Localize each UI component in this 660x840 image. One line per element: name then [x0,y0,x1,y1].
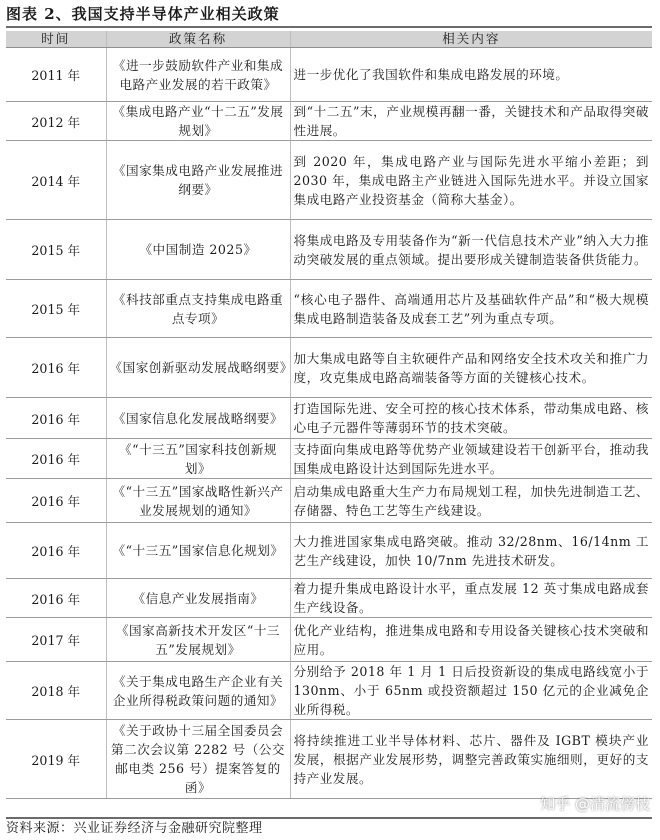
header-year: 时间 [6,31,106,48]
row-year: 2016 年 [6,439,106,479]
table-row [6,141,652,220]
row-policy-name: 《关于集成电路生产企业有关企业所得税政策问题的通知》 [106,662,290,720]
row-content: 将持续推进工业半导体材料、芯片、器件及 IGBT 模块产业发展，根据产业发展形势，调整完善政策实施细则，更好的支持产业发展。 [290,720,652,799]
table-row [6,439,652,479]
row-policy-name: 《国家高新技术开发区“十三五”发展规划》 [106,618,290,662]
row-content: 大力推进国家集成电路突破。推动 32/28nm、16/14nm 工艺生产线建设，加快 10/7nm 先进技术研发。 [290,523,652,579]
row-policy-name: 《进一步鼓励软件产业和集成电路产业发展的若干政策》 [106,48,290,102]
row-content: 将集成电路及专用装备作为“新一代信息技术产业”纳入大力推动突破发展的重点领域。提出要形成关键制造装备供货能力。 [290,220,652,280]
table-row [6,479,652,523]
table-row [6,398,652,439]
table-row [6,220,652,280]
row-policy-name: 《科技部重点支持集成电路重点专项》 [106,280,290,338]
header-name: 政策名称 [106,31,290,48]
row-year: 2018 年 [6,662,106,720]
row-content: 加大集成电路等自主软硬件产品和网络安全技术攻关和推广力度，攻克集成电路高端装备等方面的关键核心技术。 [290,338,652,398]
row-year: 2017 年 [6,618,106,662]
row-content: 进一步优化了我国软件和集成电路发展的环境。 [290,48,652,102]
row-content: 着力提升集成电路设计水平，重点发展 12 英寸集成电路成套生产线设备。 [290,579,652,618]
row-content: “核心电子器件、高端通用芯片及基础软件产品”和“极大规模集成电路制造装备及成套工艺”列为重点专项。 [290,280,652,338]
row-year: 2016 年 [6,479,106,523]
row-policy-name: 《“十三五”国家科技创新规划》 [106,439,290,479]
row-content: 优化产业结构，推进集成电路和专用设备关键核心技术突破和应用。 [290,618,652,662]
table-row [6,48,652,102]
title-bar [6,4,652,28]
row-year: 2015 年 [6,220,106,280]
row-policy-name: 《信息产业发展指南》 [106,579,290,618]
row-content: 打造国际先进、安全可控的核心技术体系，带动集成电路、核心电子元器件等薄弱环节的技术突破。 [290,398,652,439]
row-year: 2015 年 [6,280,106,338]
page-title: 图表 2、我国支持半导体产业相关政策 [6,5,280,23]
table-row [6,523,652,579]
source-note: 资料来源：兴业证券经济与金融研究院整理 [6,821,263,836]
row-policy-name: 《集成电路产业“十二五”发展规划》 [106,102,290,141]
row-policy-name: 《国家创新驱动发展战略纲要》 [106,338,290,398]
table-row [6,662,652,720]
row-year: 2012 年 [6,102,106,141]
row-content: 分别给予 2018 年 1 月 1 日后投资新设的集成电路线宽小于 130nm、小于 65nm 或投资额超过 150 亿元的企业减免企业所得税。 [290,662,652,720]
source-divider [6,817,652,819]
row-content: 到“十二五”末，产业规模再翻一番，关键技术和产品取得突破性进展。 [290,102,652,141]
row-policy-name: 《中国制造 2025》 [106,220,290,280]
table-row [6,720,652,799]
row-year: 2016 年 [6,398,106,439]
row-year: 2016 年 [6,579,106,618]
row-content: 到 2020 年，集成电路产业与国际先进水平缩小差距；到 2030 年，集成电路主产业链进入国际先进水平。并设立国家集成电路产业投资基金（简称大基金）。 [290,141,652,220]
row-year: 2019 年 [6,720,106,799]
row-year: 2016 年 [6,523,106,579]
table-row [6,280,652,338]
table-row [6,338,652,398]
row-policy-name: 《关于政协十三届全国委员会第二次会议第 2282 号（公交邮电类 256 号）提案答复的函》 [106,720,290,799]
policy-table [6,31,652,799]
row-policy-name: 《国家集成电路产业发展推进纲要》 [106,141,290,220]
table-row [6,102,652,141]
header-content: 相关内容 [290,31,652,48]
row-content: 支持面向集成电路等优势产业领域建设若干创新平台，推动我国集成电路设计达到国际先进水平。 [290,439,652,479]
watermark: 知乎 @清流傍枝 [540,795,650,813]
row-year: 2014 年 [6,141,106,220]
table-row [6,579,652,618]
row-policy-name: 《“十三五”国家信息化规划》 [106,523,290,579]
table-header-row [6,31,652,48]
row-policy-name: 《国家信息化发展战略纲要》 [106,398,290,439]
row-year: 2016 年 [6,338,106,398]
table-row [6,618,652,662]
row-policy-name: 《“十三五”国家战略性新兴产业发展规划的通知》 [106,479,290,523]
row-content: 启动集成电路重大生产力布局规划工程，加快先进制造工艺、存储器、特色工艺等生产线建设。 [290,479,652,523]
row-year: 2011 年 [6,48,106,102]
